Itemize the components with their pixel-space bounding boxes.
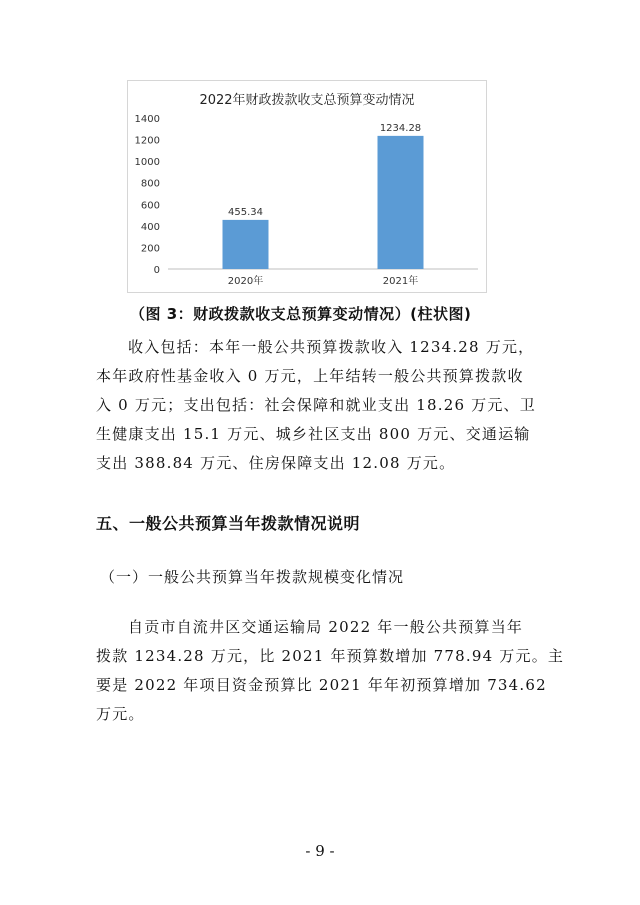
paragraph-line: 万元。	[96, 705, 145, 723]
y-tick-label: 400	[140, 221, 160, 233]
subsection-heading: （一）一般公共预算当年拨款规模变化情况	[100, 568, 405, 586]
y-tick-label: 0	[153, 265, 160, 276]
y-tick-label: 800	[140, 178, 160, 190]
x-tick-label: 2020年	[227, 276, 264, 287]
paragraph-line: 本年政府性基金收入 0 万元，上年结转一般公共预算拨款收	[96, 367, 524, 385]
data-label: 455.34	[228, 206, 263, 218]
figure-caption: （图 3：财政拨款收支总预算变动情况）(柱状图)	[130, 305, 472, 323]
x-tick-label: 2021年	[382, 276, 419, 287]
data-label: 1234.28	[379, 122, 422, 134]
y-tick-label: 1200	[134, 135, 160, 147]
paragraph-line: 自贡市自流井区交通运输局 2022 年一般公共预算当年	[128, 618, 524, 636]
income-expense-paragraph	[96, 333, 546, 478]
chart-title: 2022年财政拨款收支总预算变动情况	[199, 93, 415, 108]
bar	[223, 220, 269, 269]
budget-bar-chart	[127, 80, 487, 293]
y-tick-label: 200	[140, 243, 160, 255]
paragraph-line: 生健康支出 15.1 万元、城乡社区支出 800 万元、交通运输	[96, 425, 531, 443]
bar	[378, 136, 424, 269]
paragraph-line: 入 0 万元；支出包括：社会保障和就业支出 18.26 万元、卫	[96, 396, 536, 414]
paragraph-line: 支出 388.84 万元、住房保障支出 12.08 万元。	[96, 454, 456, 472]
y-tick-label: 600	[140, 200, 160, 212]
paragraph-line: 拨款 1234.28 万元，比 2021 年预算数增加 778.94 万元。主	[96, 647, 565, 665]
paragraph-line: 要是 2022 年项目资金预算比 2021 年年初预算增加 734.62	[96, 676, 547, 694]
y-tick-label: 1000	[134, 157, 160, 169]
page-number: - 9 -	[305, 842, 335, 860]
appropriation-paragraph	[96, 613, 565, 729]
paragraph-line: 收入包括：本年一般公共预算拨款收入 1234.28 万元，	[128, 338, 535, 356]
section-heading: 五、一般公共预算当年拨款情况说明	[96, 514, 361, 533]
y-tick-label: 1400	[134, 114, 160, 125]
chart-plot	[128, 81, 488, 294]
